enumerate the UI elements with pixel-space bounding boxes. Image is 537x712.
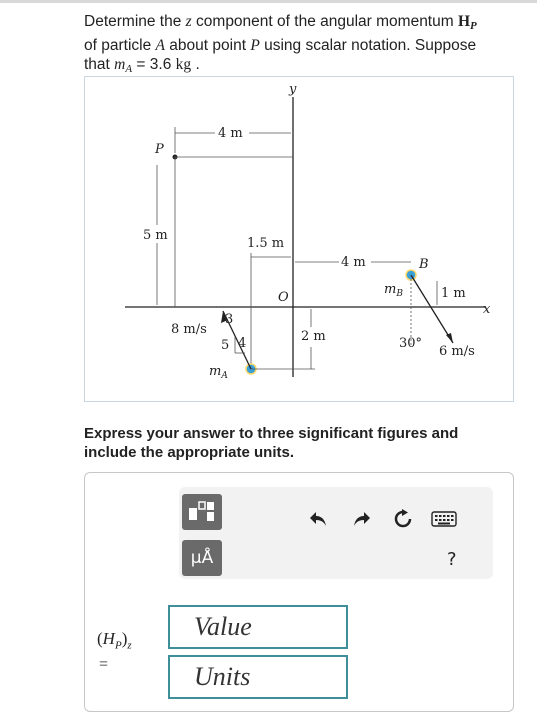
particle-b-label: B bbox=[419, 257, 429, 272]
z-subscript: z bbox=[127, 639, 132, 652]
h-symbol: H bbox=[457, 13, 471, 30]
problem-statement bbox=[84, 12, 524, 79]
undo-button[interactable] bbox=[307, 507, 331, 531]
redo-button[interactable] bbox=[349, 507, 373, 531]
velocity-b-label: 6 m/s bbox=[439, 344, 475, 359]
velocity-a-label: 8 m/s bbox=[171, 322, 207, 337]
period: . bbox=[195, 56, 200, 73]
question-text: about point bbox=[169, 37, 247, 54]
y-axis-label: y bbox=[289, 82, 297, 97]
dimension-4m-top: 4 m bbox=[218, 126, 243, 141]
a-symbol: A bbox=[155, 37, 165, 54]
equals-sign: = bbox=[99, 656, 109, 673]
answer-label bbox=[97, 629, 132, 651]
mass-unit: kg bbox=[175, 56, 192, 73]
question-text: Determine the bbox=[84, 13, 182, 30]
mass-value: = 3.6 bbox=[136, 56, 172, 73]
slope-label-5: 5 bbox=[221, 338, 230, 353]
value-input[interactable] bbox=[168, 605, 348, 649]
point-p-label: P bbox=[155, 142, 164, 157]
reset-button[interactable] bbox=[391, 507, 415, 531]
slope-label-4: 4 bbox=[238, 336, 247, 351]
p-symbol: P bbox=[250, 37, 260, 54]
dimension-1-5m: 1.5 m bbox=[247, 236, 285, 251]
x-axis-label: x bbox=[483, 302, 491, 317]
paren-close: ) bbox=[121, 629, 128, 648]
dimension-4m-right: 4 m bbox=[341, 255, 366, 270]
p-subscript: P bbox=[470, 20, 477, 32]
mass-subscript: A bbox=[125, 63, 133, 75]
answer-panel bbox=[84, 472, 514, 712]
keyboard-button[interactable] bbox=[429, 507, 459, 531]
question-text: using scalar notation. Suppose bbox=[264, 37, 477, 54]
origin-label: O bbox=[278, 290, 289, 305]
equation-toolbar bbox=[179, 487, 493, 579]
mass-a-symbol: m bbox=[209, 364, 222, 379]
h-symbol: H bbox=[102, 629, 115, 648]
mass-symbol: m bbox=[114, 56, 126, 73]
units-button[interactable] bbox=[182, 540, 222, 576]
mass-a-subscript: A bbox=[221, 371, 228, 381]
units-input[interactable] bbox=[168, 655, 348, 699]
units-icon: μÅ bbox=[190, 548, 214, 568]
problem-figure bbox=[84, 76, 514, 402]
top-divider bbox=[0, 0, 537, 3]
answer-instructions: Express your answer to three significant figures and include the appropriate units. bbox=[84, 425, 459, 461]
dimension-2m: 2 m bbox=[301, 329, 326, 344]
mass-b-symbol: m bbox=[384, 282, 397, 297]
keyboard-icon bbox=[431, 511, 457, 527]
mass-a-label bbox=[209, 364, 228, 381]
p-subscript: P bbox=[114, 639, 122, 652]
angular-momentum-symbol bbox=[458, 13, 477, 30]
matrix-template-icon bbox=[187, 500, 217, 524]
z-symbol: z bbox=[185, 13, 192, 30]
reset-icon bbox=[393, 509, 413, 529]
undo-icon bbox=[309, 510, 329, 528]
dimension-1m: 1 m bbox=[441, 286, 466, 301]
paren-open: ( bbox=[97, 629, 103, 648]
help-icon: ? bbox=[447, 549, 457, 570]
slope-label-3: 3 bbox=[225, 312, 234, 327]
redo-icon bbox=[351, 510, 371, 528]
angle-label: 30° bbox=[399, 336, 423, 351]
question-text: component of the angular momentum bbox=[196, 13, 454, 30]
question-text: that bbox=[84, 56, 110, 73]
help-button[interactable] bbox=[447, 549, 457, 570]
dimension-5m: 5 m bbox=[143, 228, 168, 243]
mass-b-label bbox=[384, 282, 403, 299]
matrix-template-button[interactable] bbox=[182, 494, 222, 530]
figure-diagram bbox=[85, 77, 513, 401]
question-text: of particle bbox=[84, 37, 152, 54]
mass-b-subscript: B bbox=[396, 289, 403, 299]
